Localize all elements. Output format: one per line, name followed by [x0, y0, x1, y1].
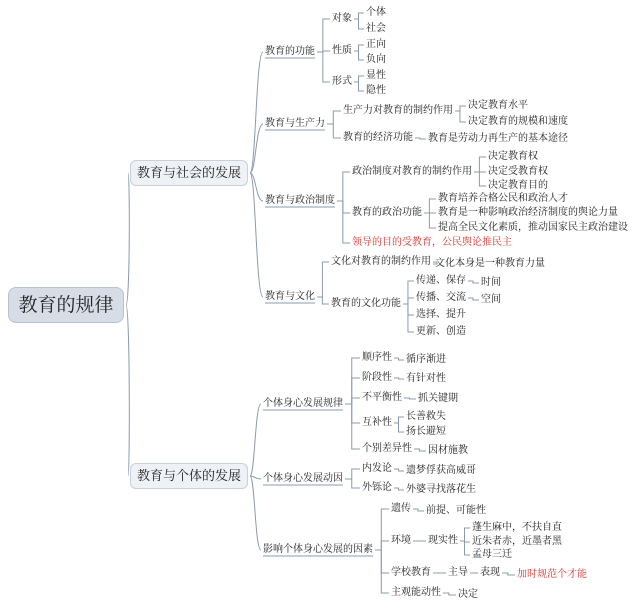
connector-n-f1a: [354, 45, 364, 51]
connector-n-f1b: [354, 51, 364, 60]
connector-n-c1b1: [468, 298, 479, 300]
node-unbalanced: 不平衡性: [362, 392, 402, 403]
leaf-proverb-2: 近朱者赤，近墨者黑: [472, 536, 562, 547]
leaf-society: 社会: [366, 23, 386, 34]
connector-n-r3b: [394, 423, 404, 432]
connector-n-r0: [345, 358, 360, 404]
connector-n-e2: [375, 550, 389, 573]
connector-n-e2a2: [502, 573, 515, 575]
connector-n-c1d: [403, 304, 414, 332]
connector-n-d0: [345, 469, 360, 479]
leaf-edu-level: 决定教育水平: [468, 100, 528, 111]
leaf-leading: 主导: [448, 567, 468, 578]
leaf-edu-right: 决定教育权: [488, 151, 538, 162]
connector-n-e3: [375, 550, 389, 593]
connector-n-r1a: [394, 378, 404, 379]
leaf-proverb-1: 蓬生麻中，不扶自直: [472, 522, 562, 533]
connector-n-f0: [317, 19, 330, 52]
leaf-culture-force: 文化本身是一种教育力量: [435, 258, 545, 269]
node-external-theory: 外铄论: [362, 482, 392, 493]
node-education-politics: 教育与政治制度: [265, 195, 335, 206]
node-complementary: 互补性: [362, 417, 392, 428]
node-heredity: 遗传: [391, 503, 411, 514]
node-object: 对象: [332, 13, 352, 24]
leaf-decisive: 决定: [458, 589, 478, 600]
connector-n-r2a: [404, 398, 416, 399]
connector-n-c1c: [403, 304, 414, 315]
connector-n-e1: [375, 541, 389, 550]
connector-n-g0: [337, 172, 350, 201]
connector-n-r4a: [414, 449, 426, 451]
connector-n-b1-0: [250, 404, 261, 476]
connector-n-p0b: [455, 111, 466, 122]
leaf-labor-reproduction: 教育是劳动力再生产的基本途径: [428, 133, 568, 144]
connector-n-g0c: [474, 172, 486, 186]
leaf-public-opinion: 教育是一种影响政治经济制度的舆论力量: [438, 207, 618, 218]
connector-n-r0a: [394, 358, 404, 360]
leaf-implicit: 隐性: [366, 85, 386, 96]
node-initiative: 主观能动性: [391, 587, 441, 598]
leaf-spread-exchange: 传播、交流: [416, 292, 466, 303]
connector-n-c1a: [403, 281, 414, 304]
node-economic-function: 教育的经济功能: [343, 132, 413, 143]
leaf-edu-purpose: 决定教育目的: [488, 180, 548, 191]
leaf-critical-period: 抓关键期: [418, 393, 458, 404]
leaf-aptitude-teaching: 因材施教: [428, 445, 468, 456]
connector-n-r3: [345, 404, 360, 423]
connector-n-b0-0: [250, 52, 263, 173]
leaf-strengths-avoid: 扬长避短: [406, 426, 446, 437]
leaf-internal-mnemonic: 遗梦俘获高威哥: [406, 465, 476, 476]
leaf-proverb-3: 孟母三迁: [472, 549, 512, 560]
connector-n-e0a: [413, 509, 424, 511]
leaf-transmit-preserve: 传递、保存: [416, 275, 466, 286]
node-form: 形式: [332, 76, 352, 87]
node-political-function: 教育的政治功能: [352, 207, 422, 218]
connector-n-e1a1: [460, 528, 470, 541]
leaf-individual: 个体: [366, 7, 386, 18]
connector-n-d1: [345, 479, 360, 488]
connector-n-b0-3: [250, 173, 263, 297]
leaf-time: 时间: [481, 277, 501, 288]
connector-n-g1: [337, 201, 350, 213]
node-education-function: 教育的功能: [265, 46, 315, 57]
leaf-step-by-step: 循序渐进: [406, 354, 446, 365]
leaf-premise-possibility: 前提、可能性: [426, 505, 486, 516]
leaf-cultivate-citizens: 教育培养合格公民和政治人才: [438, 193, 568, 204]
node-nature: 性质: [332, 45, 352, 56]
node-internal-theory: 内发论: [362, 463, 392, 474]
node-cultural-function: 教育的文化功能: [331, 298, 401, 309]
connector-n-g1a: [424, 199, 436, 213]
node-development-factors: 影响个体身心发展的因素: [263, 544, 373, 555]
connector-n-f2: [317, 52, 330, 82]
node-culture-constraint: 文化对教育的制约作用: [331, 256, 431, 267]
node-education-culture: 教育与文化: [265, 291, 315, 302]
node-productivity-constraint: 生产力对教育的制约作用: [343, 105, 453, 116]
leaf-renew-create: 更新、创造: [416, 326, 466, 337]
node-development-causes: 个体身心发展动因: [263, 473, 343, 484]
branch-individual: 教育与个体的发展: [130, 463, 248, 489]
connector-n-c1a1: [468, 281, 479, 283]
node-school-education: 学校教育: [391, 567, 431, 578]
connector-n-g2: [337, 201, 350, 243]
node-development-laws: 个体身心发展规律: [263, 398, 343, 409]
leaf-select-enhance: 选择、提升: [416, 309, 466, 320]
node-stage: 阶段性: [362, 372, 392, 383]
leaf-positive: 正向: [366, 39, 386, 50]
connector-n-e1a3: [460, 541, 470, 555]
mnemonic-school: 加时规范个才能: [517, 569, 587, 580]
connector-n-p0: [327, 111, 341, 124]
leaf-edu-scale: 决定教育的规模和速度: [468, 116, 568, 127]
leaf-manifestation: 表现: [480, 567, 500, 578]
connector-n-p1a: [415, 138, 426, 139]
connector-n-p1: [327, 124, 341, 138]
leaf-external-mnemonic: 外婆寻找落花生: [406, 484, 476, 495]
node-education-productivity: 教育与生产力: [265, 118, 325, 129]
connector-n-d1a: [394, 488, 404, 490]
connector-n-r1: [345, 378, 360, 404]
leaf-democracy: 提高全民文化素质，推动国家民主政治建设: [438, 222, 628, 233]
connector-n-e3a: [443, 593, 456, 595]
connector-n-e0: [375, 509, 389, 550]
root-node: 教育的规律: [8, 287, 124, 323]
leaf-space: 空间: [481, 294, 501, 305]
connector-n-f0a: [354, 13, 364, 19]
connector-n-c1: [317, 297, 329, 304]
leaf-explicit: 显性: [366, 70, 386, 81]
node-sequential: 顺序性: [362, 352, 392, 363]
leaf-receive-edu-right: 决定受教育权: [488, 166, 548, 177]
connector-n-c0: [317, 262, 329, 297]
connector-n-b0: [126, 173, 129, 305]
node-individual-difference: 个别差异性: [362, 443, 412, 454]
connector-n-p0a: [455, 106, 466, 111]
connector-n-r2: [345, 398, 360, 404]
mnemonic-politics: 领导的目的受教育，公民舆论推民主: [352, 237, 512, 248]
leaf-strengths-remedy: 长善救失: [406, 411, 446, 422]
leaf-targeted: 有针对性: [406, 373, 446, 384]
connector-n-d0a: [394, 469, 404, 471]
leaf-reality: 现实性: [428, 535, 458, 546]
node-politics-constraint: 政治制度对教育的制约作用: [352, 166, 472, 177]
connector-n-g0a: [474, 157, 486, 172]
connector-n-c1b: [403, 298, 414, 304]
branch-society: 教育与社会的发展: [130, 160, 248, 186]
connector-n-g1c: [424, 213, 436, 228]
connector-n-b1: [126, 305, 129, 476]
connector-n-r3a: [394, 417, 404, 423]
connector-n-f2a: [354, 76, 364, 82]
connector-n-r4: [345, 404, 360, 449]
node-environment: 环境: [391, 535, 411, 546]
connector-n-f0b: [354, 19, 364, 29]
leaf-negative: 负向: [366, 54, 386, 65]
connector-n-f2b: [354, 82, 364, 91]
connector-n-b1-2: [250, 476, 261, 550]
